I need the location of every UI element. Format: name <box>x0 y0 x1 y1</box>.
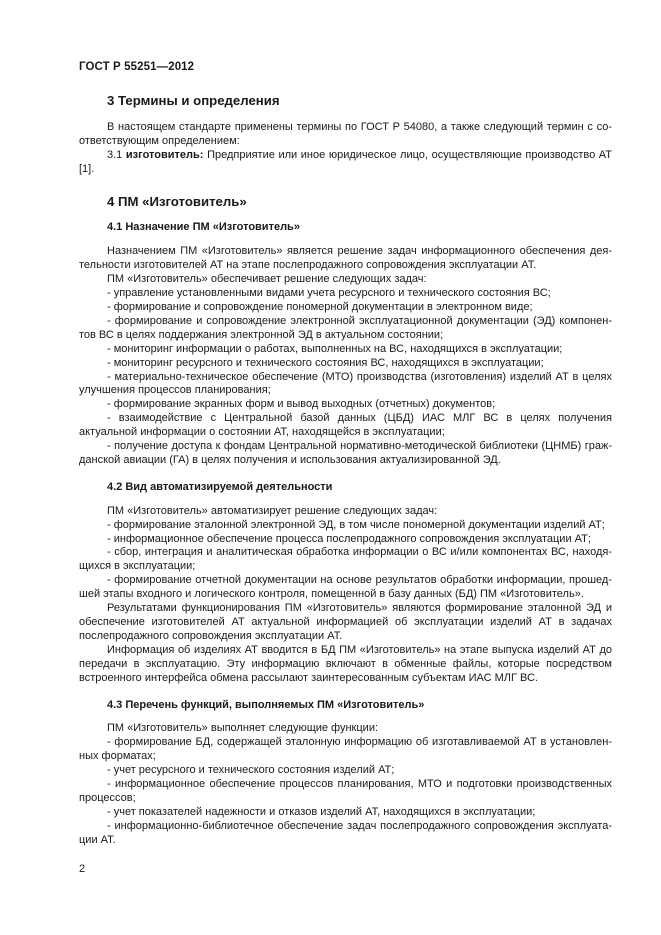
list-item: - информационное обеспечение процессов планирования, МТО и подготовки производственных процессов; <box>79 778 612 804</box>
list-item: - формирование и сопровождение электронной эксплуатационной документации (ЭД) компонентов ВС в целях поддержания электронной ЭД в актуальном состоянии; <box>79 314 612 341</box>
subsection-4-1-title: 4.1 Назначение ПМ «Изготовитель» <box>107 221 300 234</box>
term-definition <box>79 149 612 177</box>
list-item: - формирование и сопровождение пономерной документации в электронном виде; <box>107 300 533 313</box>
section-3-title: 3 Термины и определения <box>107 93 280 108</box>
list-item: - формирование БД, содержащей эталонную информацию об изготавливаемой АТ в установленных форматах; <box>79 736 612 763</box>
section-4-title: 4 ПМ «Изготовитель» <box>107 193 247 209</box>
subsection-4-2-title: 4.2 Вид автоматизируемой деятельности <box>107 480 333 493</box>
paragraph: ПМ «Изготовитель» обеспечивает решение следующих задач: <box>107 273 427 286</box>
term-text: Предприятие или иное юридическое лицо, осуществляющие производство АТ [1]. <box>79 148 613 175</box>
subsection-4-3-title: 4.3 Перечень функций, выполняемых ПМ «Изготовитель» <box>107 698 425 711</box>
list-item: - сбор, интеграция и аналитическая обработка информации о ВС и/или компонентах ВС, находящихся в эксплуатации; <box>79 546 612 573</box>
paragraph: ПМ «Изготовитель» выполняет следующие функции: <box>107 722 379 735</box>
document-body <box>79 92 612 848</box>
list-item: - учет показателей надежности и отказов изделий АТ, находящихся в эксплуатации; <box>107 805 536 818</box>
section-3-intro: В настоящем стандарте применены термины по ГОСТ Р 54080, а также следующий термин с соответствующим определением: <box>79 120 612 147</box>
term-number: 3.1 <box>107 148 123 161</box>
list-item: - формирование отчетной документации на основе результатов обработки информации, прошедшей этапы входного и логического контроля, помещенной в базу данных (БД) ПМ «Изготовитель». <box>79 574 612 601</box>
document-code-header: ГОСТ Р 55251—2012 <box>79 61 195 73</box>
paragraph: Результатами функционирования ПМ «Изготовитель» являются формирование эталонной ЭД и обеспечение изготовителей АТ актуальной информацией об эксплуатации изделий АТ в задачах послепродажного сопровождения эксплуатации АТ. <box>79 602 612 642</box>
paragraph: ПМ «Изготовитель» автоматизирует решение следующих задач: <box>107 504 438 517</box>
list-item: - мониторинг ресурсного и технического состояния ВС, находящихся в эксплуатации; <box>107 356 544 369</box>
list-item: - материально-техническое обеспечение (МТО) производства (изготовления) изделий АТ в целях улучшения процессов планирования; <box>79 370 612 397</box>
list-item: - учет ресурсного и технического состояния изделий АТ; <box>107 764 395 777</box>
page-number: 2 <box>79 863 86 875</box>
paragraph: Назначением ПМ «Изготовитель» является решение задач информационного обеспечения деятельности изготовителей АТ на этапе послепродажного сопровождения эксплуатации АТ. <box>79 245 612 272</box>
list-item: - формирование эталонной электронной ЭД, в том числе пономерной документации изделий АТ; <box>107 518 605 531</box>
list-item: - получение доступа к фондам Центральной нормативно-методической библиотеки (ЦНМБ) гражданской авиации (ГА) в целях получения и использования актуализированной ЭД. <box>79 440 612 466</box>
list-item: - управление установленными видами учета ресурсного и технического состояния ВС; <box>107 287 551 300</box>
list-item: - формирование экранных форм и вывод выходных (отчетных) документов; <box>107 398 496 411</box>
list-item: - мониторинг информации о работах, выполненных на ВС, находящихся в эксплуатации; <box>107 342 563 355</box>
paragraph: Информация об изделиях АТ вводится в БД ПМ «Изготовитель» на этапе выпуска изделий АТ до передачи в эксплуатацию. Эту информацию включают в обменные файлы, которые посредством встроенного интерфейса обмена рассылают заинтересованным субъектам ИАС МЛГ ВС. <box>79 643 612 684</box>
term-name: изготовитель: <box>125 148 204 161</box>
list-item: - информационно-библиотечное обеспечение задач послепродажного сопровождения эксплуатации АТ. <box>79 819 612 846</box>
list-item: - информационное обеспечение процесса послепродажного сопровождения эксплуатации АТ; <box>107 532 591 545</box>
list-item: - взаимодействие с Центральной базой данных (ЦБД) ИАС МЛГ ВС в целях получения актуальной информации о состоянии АТ, находящейся в эксплуатации; <box>79 412 612 439</box>
